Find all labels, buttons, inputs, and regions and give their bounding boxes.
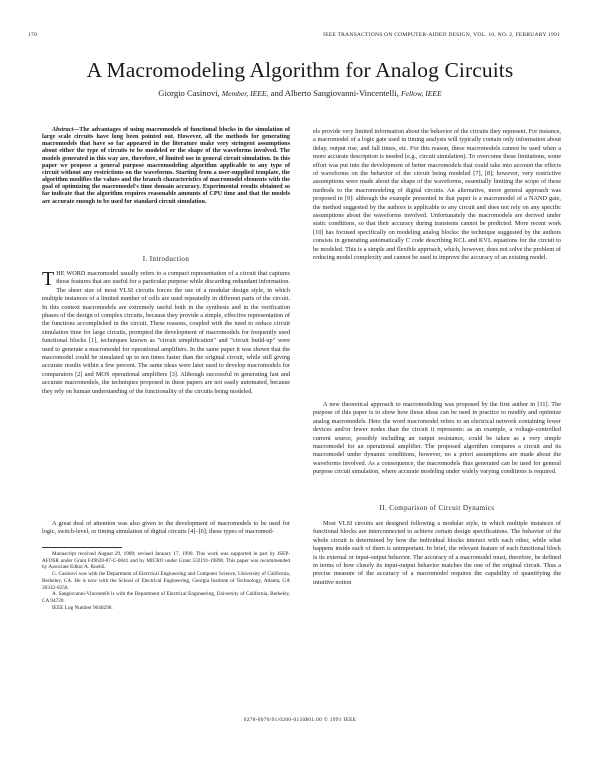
author-2-name: Alberto Sangiovanni-Vincentelli,: [284, 88, 399, 98]
author-1-name: Giorgio Casinovi,: [158, 88, 220, 98]
right-paragraph-3: [313, 520, 561, 587]
journal-header: IEEE TRANSACTIONS ON COMPUTER-AIDED DESIGN, VOL. 10, NO. 2, FEBRUARY 1991: [323, 32, 560, 38]
section-2-heading: II. Comparison of Circuit Dynamics: [379, 504, 495, 512]
right-text-1: els provide very limited information about the behavior of the circuits they represent. For instance, a macromodel of a logic gate used in timing analysis will typically contain only information about delay, output rise, and fall times, etc. For this reason, these macromodels cannot be used when a more accurate description is needed (e.g., circuit simulation). To overcome these limitations, some effort was put into the development of better macromodels that could take into account the effects of waveforms on the behavior of the circuit being modeled [7], [8]; however, very restrictive assumptions were made about the shape of the waveforms, essentially limiting the scope of these methods to the macromodeling of digital circuits. An alternative, more general approach was proposed in [9]: although the example presented in that paper is a macromodel of a NAND gate, the method suggested by the authors is applicable to any circuit and does not rely on any specific assumptions about the waveforms involved. Unfortunately the macromodels are derived under static conditions, so that their accuracy during transients cannot be predicted. More recent work [10] has focused specifically on modeling analog blocks: the technique suggested by the authors consists in generating automatically C code describing KCL and KVL equations for the circuit to be modeled. This is a simple and flexible approach, which, however, does not solve the problem of reducing model complexity and cannot be used to improve the accuracy of an existing model.: [313, 128, 561, 262]
author-line: [0, 88, 600, 98]
paper-title: A Macromodeling Algorithm for Analog Circuits: [86, 58, 514, 82]
abstract-text: —The advantages of using macromodels of functional blocks in the simulation of large scale circuits have long been pointed out. However, all the methods for generating macromodels that have so far appeared in the literature make very stringent assumptions about either the type of circuits to be modeled or the shape of the waveforms involved. The models generated in this way are, therefore, of limited use in general circuit simulation. In this paper we propose a general purpose macromodeling algorithm applicable to any type of circuit without any restrictions on the waveforms. Starting from a user-supplied template, the algorithm modifies the values and the branch characteristics of macromodel elements with the goal of optimizing the macromodel's time domain accuracy. Experimental results obtained so far indicate that the algorithm requires reasonable amounts of CPU time and that the models are accurate enough to be used for standard circuit simulation.: [42, 127, 290, 205]
footnotes: [42, 551, 290, 611]
page-number: 170: [28, 32, 37, 38]
right-paragraph-2: [313, 401, 561, 477]
author-2-title: Fellow, IEEE: [400, 89, 442, 98]
section-1-heading-wrap: [42, 255, 290, 263]
footnote-rule: [42, 547, 122, 548]
running-header: [28, 32, 560, 42]
footnote-log-number: IEEE Log Number 9040290.: [52, 604, 113, 611]
section-1-heading: I. Introduction: [142, 255, 190, 263]
right-text-3: Most VLSI circuits are designed following a modular style, in which multiple instances of functional blocks are interconnected to achieve certain design specifications. The behavior of the whole circuit is determined by how the individual blocks interact with each other, while what happens inside each of them is unimportant. In brief, the relevant feature of each functional block is its external or input-output behavior. The accuracy of a macromodel must, therefore, be defined in terms of how closely its input-output behavior matches the one of the original circuit. Thus a precise measure of the accuracy of a macromodel requires the capability of quantifying the intuitive notion: [313, 520, 561, 586]
drop-cap: T: [42, 268, 55, 290]
intro-paragraph-1: [42, 270, 290, 396]
section-2-heading-wrap: [313, 504, 561, 512]
footnote-author-1: G. Casinovi was with the Department of Electrical Engineering and Computer Science, University of California, Berkeley, CA. He is now with the School of Electrical Engineering, Georgia Institute of Technology, Atlanta, GA 30332-0250.: [42, 571, 290, 591]
intro-text-2: A great deal of attention was also given to the development of macromodels to be used for logic, switch-level, or timing simulation of digital circuits [4]–[6]; these types of macromod-: [42, 520, 290, 536]
author-1-title: Member, IEEE,: [221, 89, 269, 98]
copyright-footer: 0278-0070/91/0200-0150$01.00 © 1991 IEEE: [243, 717, 357, 723]
intro-paragraph-2: [42, 520, 290, 537]
right-text-2: A new theoretical approach to macromodeling was proposed by the first author in [11]. The purpose of this paper is to show how those ideas can be used in practice to modify and optimize analog macromodels. Here the word macromodel refers to an electrical network containing fewer devices and/or fewer nodes than the circuit it represents: as an example, a voltage-controlled current source, possibly including an output resistance, could be taken as a very simple macromodel for an operational amplifier. The proposed algorithm compares a circuit and its macromodel under dynamic conditions, however, no a priori assumptions are made about the waveforms involved. As a consequence, the macromodels thus generated can be used for general purpose circuit simulation, where accurate modeling under widely varying conditions is required.: [313, 401, 561, 476]
abstract: [42, 127, 290, 206]
author-conjunction: and: [270, 88, 284, 98]
footnote-author-2: A. Sangiovanni-Vincentelli is with the Department of Electrical Engineering, University of California, Berkeley, CA 94720.: [42, 591, 290, 604]
intro-text-1: HE WORD macromodel usually refers to a compact representation of a circuit that captures those features that are useful for a particular purpose while discarding redundant information. The sheer size of most VLSI circuits forces the use of a modular design style, in which multiple instances of a limited number of cells are used repeatedly in different parts of the circuit. In this context macromodels are extremely useful both in the synthesis and in the verification phases of the design of complex circuits, because they provide a simple, effective representation of the functions accomplished in the circuit. These reasons, coupled with the need to reduce circuit simulation time for large circuits, prompted the development of macromodels for frequently used functional blocks [1], techniques known as "circuit simplification" and "circuit build-up" were used to generate a macromodel for operational amplifiers. In the same paper it was shown that the macromodel could be simulated up to ten times faster than the original circuit, while still giving accurate results within a few percent. The same ideas were later used to develop macromodels for comparators [2] and MOS operational amplifiers [3]. Although successful in generating fast and accurate macromodels, the techniques proposed in these papers are not easily automated, because they rely on human understanding of the functionality of the circuits being modeled.: [42, 270, 290, 395]
footnote-manuscript: Manuscript received August 29, 1989; revised January 17, 1990. This work was supported in part by JSEP-AFOSR under Grant F49620-87-C-0041 and by MICRO under Grant 532191-19890. This paper was recommended by Associate Editor A. Ruehli.: [42, 551, 290, 571]
abstract-label: Abstract: [52, 127, 74, 133]
right-paragraph-1: [313, 128, 561, 263]
